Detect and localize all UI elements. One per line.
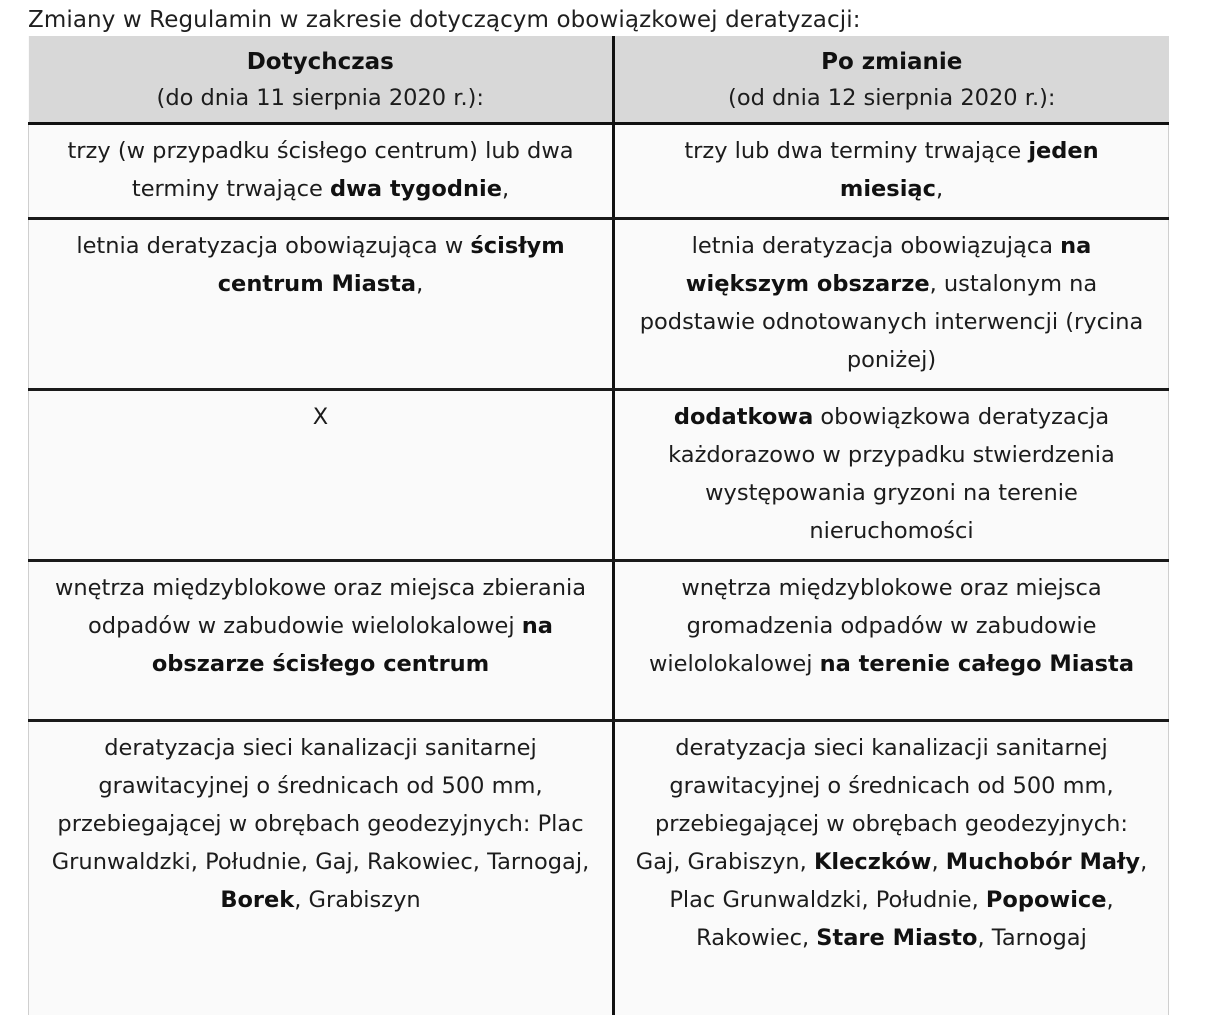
column-header-before xyxy=(29,36,614,124)
table-row xyxy=(29,721,1169,1015)
cell-before: letnia deratyzacja obowiązująca w ścisłym centrum Miasta, xyxy=(29,219,614,390)
page-title: Zmiany w Regulamin w zakresie dotyczącym obowiązkowej deratyzacji: xyxy=(28,7,861,33)
table-header-row xyxy=(29,36,1169,124)
cell-after: dodatkowa obowiązkowa deratyzacja każdorazowo w przypadku stwierdzenia występowania gryzoni na terenie nieruchomości xyxy=(614,390,1169,561)
cell-after: trzy lub dwa terminy trwające jeden miesiąc, xyxy=(614,124,1169,219)
column-header-before-subtitle: (do dnia 11 sierpnia 2020 r.): xyxy=(156,85,484,111)
cell-after: wnętrza międzyblokowe oraz miejsca gromadzenia odpadów w zabudowie wielolokalowej na terenie całego Miasta xyxy=(614,561,1169,721)
column-header-before-title: Dotychczas xyxy=(246,49,394,75)
cell-before: deratyzacja sieci kanalizacji sanitarnej grawitacyjnej o średnicach od 500 mm, przebiegającej w obrębach geodezyjnych: Plac Grunwaldzki, Południe, Gaj, Rakowiec, Tarnogaj, Borek, Grabiszyn xyxy=(29,721,614,1015)
column-header-after-subtitle: (od dnia 12 sierpnia 2020 r.): xyxy=(728,85,1056,111)
column-header-after-title: Po zmianie xyxy=(821,49,963,75)
table-row xyxy=(29,390,1169,561)
table-body xyxy=(29,124,1169,1015)
cell-after: deratyzacja sieci kanalizacji sanitarnej grawitacyjnej o średnicach od 500 mm, przebiegającej w obrębach geodezyjnych: Gaj, Grabiszyn, Kleczków, Muchobór Mały, Plac Grunwaldzki, Południe, Popowice, Rakowiec, Stare Miasto, Tarnogaj xyxy=(614,721,1169,1015)
table-header xyxy=(29,36,1169,124)
column-header-after xyxy=(614,36,1169,124)
cell-before: X xyxy=(29,390,614,561)
table-row xyxy=(29,219,1169,390)
comparison-table-container xyxy=(28,36,1168,1015)
cell-before: wnętrza międzyblokowe oraz miejsca zbierania odpadów w zabudowie wielolokalowej na obszarze ścisłego centrum xyxy=(29,561,614,721)
cell-after: letnia deratyzacja obowiązująca na większym obszarze, ustalonym na podstawie odnotowanych interwencji (rycina poniżej) xyxy=(614,219,1169,390)
table-row xyxy=(29,124,1169,219)
comparison-table xyxy=(28,36,1169,1015)
cell-before: trzy (w przypadku ścisłego centrum) lub dwa terminy trwające dwa tygodnie, xyxy=(29,124,614,219)
table-row xyxy=(29,561,1169,721)
